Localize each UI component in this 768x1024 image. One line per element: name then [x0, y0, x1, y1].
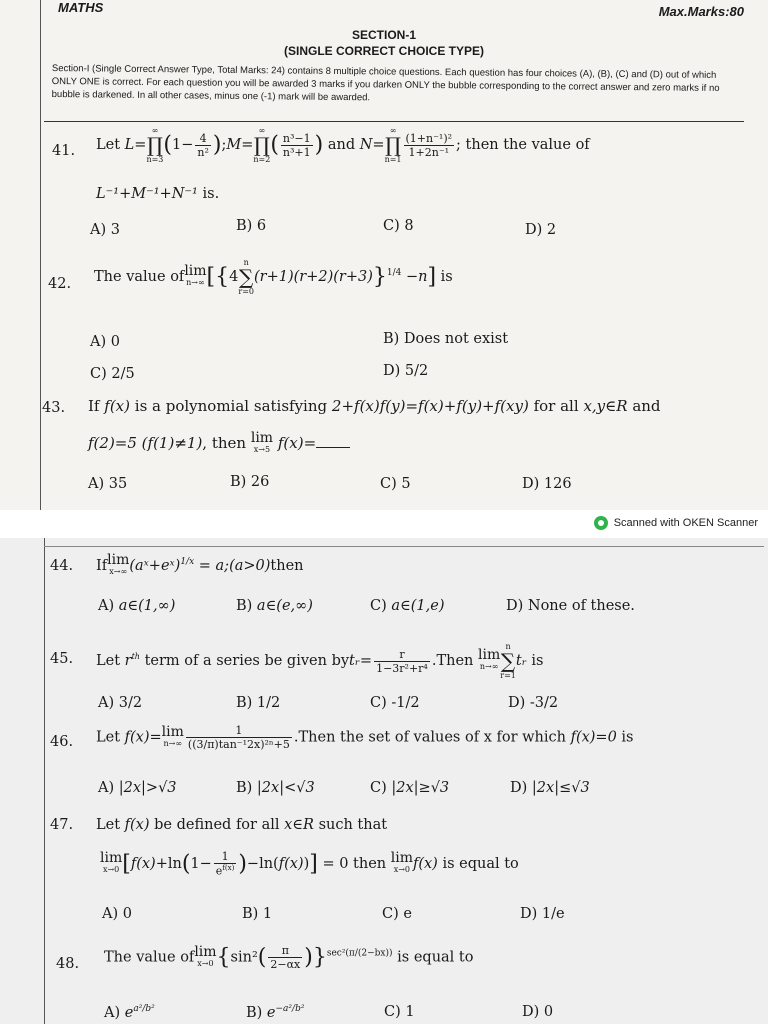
- option-b[interactable]: B) 6: [236, 218, 267, 234]
- scanner-badge: [594, 516, 758, 530]
- option-c[interactable]: C) 5: [380, 476, 411, 492]
- divider: [44, 121, 744, 122]
- page-2: [0, 538, 768, 1024]
- question-43-text: If f(x) is a polynomial satisfying 2+f(x)f(y)=f(x)+f(y)+f(xy) for all x,y∈R and: [88, 397, 661, 415]
- option-a[interactable]: A) a∈(1,∞): [98, 598, 176, 614]
- max-marks: Max.Marks:80: [658, 4, 744, 19]
- option-c[interactable]: C) |2x|≥√3: [370, 780, 450, 796]
- section-subtitle: (SINGLE CORRECT CHOICE TYPE): [283, 44, 484, 58]
- option-b[interactable]: B) 1: [242, 906, 273, 922]
- option-d[interactable]: D) None of these.: [506, 598, 635, 614]
- section-instructions: Section-I (Single Correct Answer Type, Total Marks: 24) contains 8 multiple choice questions. Each question has four choices (A), (B), (C) and (D) out of which ONLY ONE is correct. For each question you will be awarded 3 marks if you darken ONLY the bubble corresponding to the correct answer and zero marks if no bubble is darkened. In all other cases, minus one (-1) mark will be awarded.: [51, 62, 720, 104]
- option-d[interactable]: D) -3/2: [508, 695, 559, 711]
- question-number: 42.: [48, 276, 72, 292]
- option-c[interactable]: C) a∈(1,e): [370, 598, 445, 614]
- option-a[interactable]: A) 0: [90, 334, 120, 350]
- section-title: SECTION-1: [351, 28, 416, 42]
- option-d[interactable]: D) 0: [522, 1004, 554, 1020]
- question-number: 44.: [50, 558, 74, 574]
- option-b[interactable]: B) 1/2: [236, 695, 281, 711]
- oken-scanner-logo-icon: [594, 516, 608, 530]
- option-a[interactable]: A) $e^{a^2/b^2}$: [104, 1004, 155, 1021]
- option-c[interactable]: C) 8: [383, 218, 414, 234]
- scanner-strip: [0, 510, 768, 538]
- option-a[interactable]: A) 35: [88, 476, 128, 492]
- question-41-line2: L⁻¹+M⁻¹+N⁻¹ is.: [96, 186, 220, 202]
- option-d[interactable]: D) 5/2: [383, 363, 429, 379]
- question-number: 43.: [42, 400, 66, 416]
- subject-label: MATHS: [58, 0, 104, 15]
- divider: [44, 546, 764, 547]
- question-48-text: The value of lim x→0 {sin²( $\frac{\pi}{2-\alpha x}$ )}$^{sec^2(\pi/(2-bx))}$ is equal to: [104, 943, 474, 971]
- option-b[interactable]: B) $e^{-a^2/b^2}$: [246, 1004, 305, 1021]
- option-d[interactable]: D) 1/e: [520, 906, 565, 922]
- question-number: 45.: [50, 651, 74, 667]
- question-47-line2: lim x→0 [f(x)+ln(1− $\frac{1}{e^{f(x)}}$ )−ln(f(x))] = 0 then lim x→0 f(x) is equal to: [100, 849, 519, 878]
- question-45-text: Let $r^{th}$ term of a series be given bytᵣ= $\frac{r}{\text{1−3r²+r⁴}}$ .Then lim n→∞ n ∑ r=1tᵣ is: [96, 642, 544, 680]
- question-44-text: If lim x→∞ (aˣ+eˣ)$^{1/x}$ = a;(a>0)then: [96, 552, 304, 576]
- margin-line: [40, 0, 41, 510]
- option-d[interactable]: D) 126: [522, 476, 572, 492]
- option-b[interactable]: B) a∈(e,∞): [236, 598, 313, 614]
- option-a[interactable]: A) 0: [102, 906, 132, 922]
- margin-line: [44, 538, 45, 1024]
- option-a[interactable]: A) |2x|>√3: [98, 780, 177, 796]
- option-c[interactable]: C) -1/2: [370, 695, 420, 711]
- option-a[interactable]: A) 3: [90, 222, 120, 238]
- option-d[interactable]: D) 2: [525, 222, 557, 238]
- question-41-text: Let L=∞ ∏ n=3(1− $\frac{4}{\text{n²}}$ );M=∞ ∏ n=2( $\frac{\text{n³−1}}{\text{n³+1}}$ ) and N=∞ ∏ n=1 $\frac{\text{(1+n⁻¹)²}}{\text{1+2n⁻¹}}$ ; then the value of: [96, 126, 590, 164]
- option-a[interactable]: A) 3/2: [98, 695, 143, 711]
- option-d[interactable]: D) |2x|≤√3: [510, 780, 590, 796]
- option-c[interactable]: C) e: [382, 906, 412, 922]
- question-46-text: Let f(x)= lim n→∞ $\frac{1}{\text{((3/π)tan⁻¹2x)²ⁿ+5}}$ .Then the set of values of x for which f(x)=0 is: [96, 723, 634, 751]
- question-number: 47.: [50, 817, 74, 833]
- question-number: 48.: [56, 956, 80, 972]
- page-1: [0, 0, 768, 510]
- question-number: 46.: [50, 734, 74, 750]
- question-43-line2: f(2)=5 (f(1)≠1), then lim x→5 f(x)=: [88, 432, 350, 456]
- option-b[interactable]: B) Does not exist: [383, 331, 509, 347]
- scanner-label: Scanned with OKEN Scanner: [613, 517, 758, 529]
- option-c[interactable]: C) 2/5: [90, 366, 135, 382]
- question-number: 41.: [52, 143, 76, 159]
- option-c[interactable]: C) 1: [384, 1004, 415, 1020]
- question-47-text: Let f(x) be defined for all x∈R such that: [96, 817, 388, 833]
- question-42-text: The value of lim n→∞ [{4n ∑ r=0(r+1)(r+2)(r+3)}$^{1/4}$ −n] is: [94, 258, 453, 296]
- option-b[interactable]: B) |2x|<√3: [236, 780, 315, 796]
- option-b[interactable]: B) 26: [230, 474, 270, 490]
